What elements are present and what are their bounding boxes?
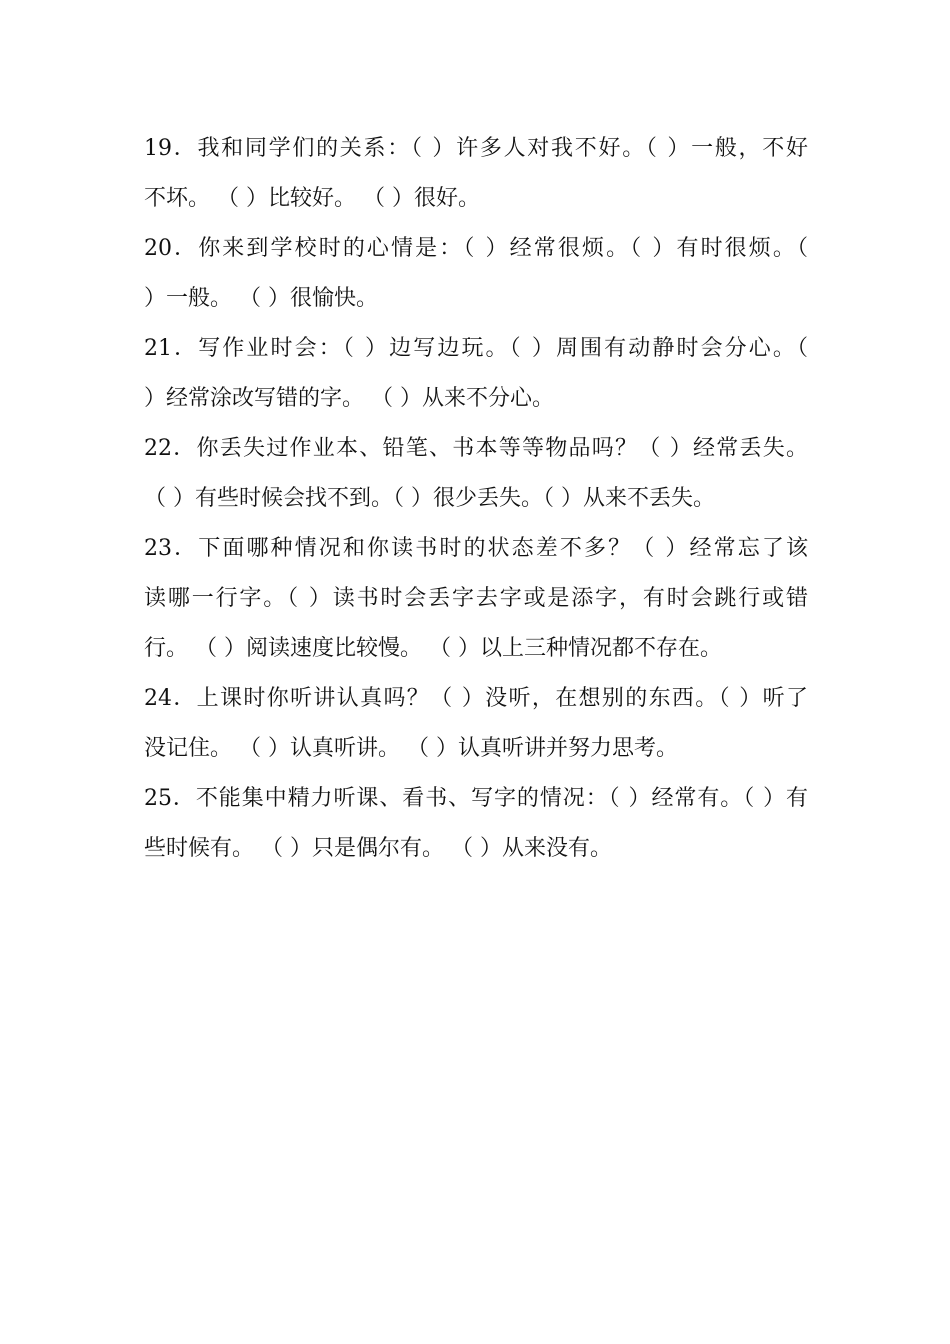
question-20 [144,224,808,324]
question-line: 没记住。 （ ）认真听讲。 （ ）认真听讲并努力思考。 [144,736,678,761]
question-line: 20．你来到学校时的心情是：（ ）经常很烦。（ ）有时很烦。（ [144,236,808,261]
question-22 [144,424,808,524]
question-line: 23．下面哪种情况和你读书时的状态差不多？（ ）经常忘了该 [144,536,808,561]
question-23 [144,524,808,674]
question-24 [144,674,808,774]
question-line: （ ）有些时候会找不到。（ ）很少丢失。（ ）从来不丢失。 [144,486,715,511]
question-line: 行。 （ ）阅读速度比较慢。 （ ）以上三种情况都不存在。 [144,636,722,661]
question-line: ）经常涂改写错的字。 （ ）从来不分心。 [144,386,554,411]
question-25 [144,774,808,874]
question-line: 19．我和同学们的关系：（ ）许多人对我不好。（ ）一般，不好 [144,136,808,161]
question-line: 不坏。 （ ）比较好。 （ ）很好。 [144,186,480,211]
question-line: 25．不能集中精力听课、看书、写字的情况：（ ）经常有。（ ）有 [144,786,808,811]
question-line: 24．上课时你听讲认真吗？（ ）没听，在想别的东西。（ ）听了 [144,686,808,711]
question-line: 21．写作业时会：（ ）边写边玩。（ ）周围有动静时会分心。（ [144,336,808,361]
question-21 [144,324,808,424]
question-line: 读哪一行字。（ ）读书时会丢字去字或是添字，有时会跳行或错 [144,586,808,611]
question-line: ）一般。 （ ）很愉快。 [144,286,378,311]
question-line: 些时候有。 （ ）只是偶尔有。 （ ）从来没有。 [144,836,612,861]
questionnaire-body [144,124,808,874]
question-line: 22．你丢失过作业本、铅笔、书本等等物品吗？（ ）经常丢失。 [144,436,808,461]
question-19 [144,124,808,224]
